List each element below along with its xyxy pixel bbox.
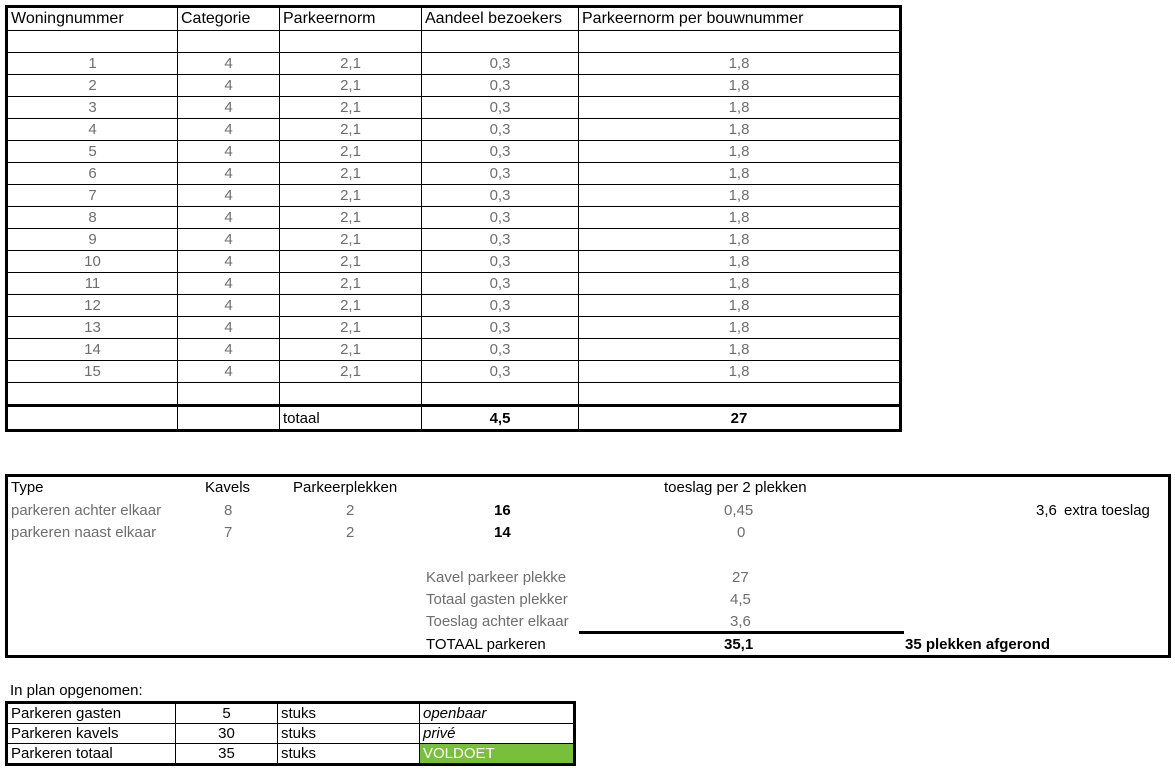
parkeernorm-cell[interactable]: 2,1 — [280, 163, 422, 185]
woningnummer-cell[interactable]: 12 — [7, 295, 178, 317]
empty-cell[interactable] — [422, 383, 579, 406]
table-row — [7, 251, 901, 273]
parkeernorm-per-bouwnummer-cell[interactable]: 1,8 — [579, 185, 901, 207]
table-row — [7, 317, 901, 339]
parkeernorm-cell[interactable]: 2,1 — [280, 361, 422, 383]
aandeel-bezoekers-cell[interactable]: 0,3 — [422, 97, 579, 119]
aandeel-bezoekers-cell[interactable]: 0,3 — [422, 273, 579, 295]
categorie-cell[interactable]: 4 — [178, 163, 280, 185]
aandeel-bezoekers-cell[interactable]: 0,3 — [422, 119, 579, 141]
aandeel-bezoekers-cell[interactable]: 0,3 — [422, 251, 579, 273]
table-row — [7, 141, 901, 163]
categorie-cell[interactable]: 4 — [178, 295, 280, 317]
total-visitors[interactable]: 4,5 — [422, 406, 579, 431]
header-parkeernorm[interactable]: Parkeernorm — [280, 7, 422, 31]
parkeernorm-cell[interactable]: 2,1 — [280, 339, 422, 361]
table-row — [7, 273, 901, 295]
parkeernorm-per-bouwnummer-cell[interactable]: 1,8 — [579, 97, 901, 119]
table-row — [7, 229, 901, 251]
plan-row-label[interactable]: Parkeren gasten — [7, 703, 176, 724]
parkeernorm-cell[interactable]: 2,1 — [280, 75, 422, 97]
aandeel-bezoekers-cell[interactable]: 0,3 — [422, 295, 579, 317]
parkeernorm-cell[interactable]: 2,1 — [280, 141, 422, 163]
total-per-unit[interactable]: 27 — [579, 406, 901, 431]
empty-cell[interactable] — [7, 31, 178, 53]
type-header: Type — [11, 479, 44, 496]
plan-row-value[interactable]: 5 — [176, 703, 278, 724]
parkeernorm-cell[interactable]: 2,1 — [280, 251, 422, 273]
empty-cell[interactable] — [7, 383, 178, 406]
parkeernorm-cell[interactable]: 2,1 — [280, 229, 422, 251]
table-row — [7, 119, 901, 141]
totaal-parkeren-value: 35,1 — [724, 636, 754, 653]
categorie-cell[interactable]: 4 — [178, 185, 280, 207]
categorie-cell[interactable]: 4 — [178, 53, 280, 75]
row2-subtotaal: 14 — [494, 524, 511, 541]
parkeerplekken-header: Parkeerplekken — [293, 479, 398, 496]
aandeel-bezoekers-cell[interactable]: 0,3 — [422, 75, 579, 97]
categorie-cell[interactable]: 4 — [178, 339, 280, 361]
totaal-gasten-value: 4,5 — [730, 591, 751, 608]
empty-cell[interactable] — [280, 31, 422, 53]
parkeernorm-per-bouwnummer-cell[interactable]: 1,8 — [579, 361, 901, 383]
table-row — [7, 744, 575, 765]
parkeernorm-cell[interactable]: 2,1 — [280, 53, 422, 75]
empty-cell[interactable] — [579, 383, 901, 406]
total-row — [7, 406, 901, 431]
woningnummer-cell[interactable]: 5 — [7, 141, 178, 163]
table-row — [7, 185, 901, 207]
woningnummer-cell[interactable]: 3 — [7, 97, 178, 119]
empty-row — [7, 383, 901, 406]
totaal-parkeren-label: TOTAAL parkeren — [426, 636, 546, 653]
aandeel-bezoekers-cell[interactable]: 0,3 — [422, 53, 579, 75]
categorie-cell[interactable]: 4 — [178, 229, 280, 251]
table-row — [7, 75, 901, 97]
row2-toeslag: 0 — [737, 524, 746, 541]
categorie-cell[interactable]: 4 — [178, 273, 280, 295]
plan-caption: In plan opgenomen: — [10, 682, 143, 699]
woningnummer-cell[interactable]: 11 — [7, 273, 178, 295]
woningnummer-cell[interactable]: 10 — [7, 251, 178, 273]
woningnummer-cell[interactable]: 2 — [7, 75, 178, 97]
woningnummer-cell[interactable]: 4 — [7, 119, 178, 141]
categorie-cell[interactable]: 4 — [178, 317, 280, 339]
table-row — [7, 361, 901, 383]
parkeernorm-cell[interactable]: 2,1 — [280, 295, 422, 317]
parkeernorm-per-bouwnummer-cell[interactable]: 1,8 — [579, 75, 901, 97]
toeslag-header: toeslag per 2 plekken — [664, 479, 807, 496]
categorie-cell[interactable]: 4 — [178, 141, 280, 163]
empty-cell[interactable] — [178, 406, 280, 431]
categorie-cell[interactable]: 4 — [178, 361, 280, 383]
totaal-gasten-label: Totaal gasten plekker — [426, 591, 568, 608]
plekken-afgerond: 35 plekken afgerond — [905, 636, 1051, 653]
aandeel-bezoekers-cell[interactable]: 0,3 — [422, 339, 579, 361]
header-categorie[interactable]: Categorie — [178, 7, 280, 31]
woningnummer-cell[interactable]: 13 — [7, 317, 178, 339]
sum-divider — [579, 631, 904, 634]
plan-row-note[interactable]: openbaar — [420, 703, 575, 724]
row1-subtotaal: 16 — [494, 502, 511, 519]
empty-row — [7, 31, 901, 53]
plan-row-unit[interactable]: stuks — [278, 744, 420, 765]
table-row — [7, 163, 901, 185]
categorie-cell[interactable]: 4 — [178, 251, 280, 273]
parkeernorm-per-bouwnummer-cell[interactable]: 1,8 — [579, 273, 901, 295]
woningnummer-cell[interactable]: 1 — [7, 53, 178, 75]
toeslag-achter-elkaar-label: Toeslag achter elkaar — [426, 613, 569, 630]
voldoet-status-cell[interactable]: VOLDOET — [420, 744, 575, 765]
row1-type: parkeren achter elkaar — [11, 502, 162, 519]
woningnummer-cell[interactable]: 6 — [7, 163, 178, 185]
parkeernorm-per-bouwnummer-cell[interactable]: 1,8 — [579, 295, 901, 317]
woningnummer-cell[interactable]: 14 — [7, 339, 178, 361]
plan-row-unit[interactable]: stuks — [278, 703, 420, 724]
aandeel-bezoekers-cell[interactable]: 0,3 — [422, 163, 579, 185]
extra-toeslag-value: 3,6 — [1036, 502, 1057, 519]
parkeernorm-cell[interactable]: 2,1 — [280, 273, 422, 295]
empty-cell[interactable] — [422, 31, 579, 53]
row1-plekken: 2 — [346, 502, 355, 519]
woningnummer-cell[interactable]: 7 — [7, 185, 178, 207]
row2-type: parkeren naast elkaar — [11, 524, 157, 541]
table-row — [7, 295, 901, 317]
table-row — [7, 724, 575, 744]
row2-plekken: 2 — [346, 524, 355, 541]
categorie-cell[interactable]: 4 — [178, 207, 280, 229]
table-row — [7, 703, 575, 724]
row1-kavels: 8 — [224, 502, 233, 519]
header-woningnummer[interactable]: Woningnummer — [7, 7, 178, 31]
plan-row-unit[interactable]: stuks — [278, 724, 420, 744]
table-row — [7, 97, 901, 119]
aandeel-bezoekers-cell[interactable]: 0,3 — [422, 361, 579, 383]
table-row — [7, 53, 901, 75]
parkeernorm-cell[interactable]: 2,1 — [280, 97, 422, 119]
empty-cell[interactable] — [178, 383, 280, 406]
plan-row-note[interactable]: privé — [420, 724, 575, 744]
woningnummer-cell[interactable]: 9 — [7, 229, 178, 251]
aandeel-bezoekers-cell[interactable]: 0,3 — [422, 229, 579, 251]
empty-cell[interactable] — [579, 31, 901, 53]
aandeel-bezoekers-cell[interactable]: 0,3 — [422, 141, 579, 163]
parkeernorm-per-bouwnummer-cell[interactable]: 1,8 — [579, 163, 901, 185]
parkeernorm-per-bouwnummer-cell[interactable]: 1,8 — [579, 207, 901, 229]
kavel-parkeerplekken-value: 27 — [732, 569, 749, 586]
kavels-header: Kavels — [205, 479, 251, 496]
parkeernorm-per-bouwnummer-cell[interactable]: 1,8 — [579, 119, 901, 141]
parkeernorm-cell[interactable]: 2,1 — [280, 207, 422, 229]
empty-cell[interactable] — [7, 406, 178, 431]
parkeernorm-cell[interactable]: 2,1 — [280, 317, 422, 339]
categorie-cell[interactable]: 4 — [178, 97, 280, 119]
aandeel-bezoekers-cell[interactable]: 0,3 — [422, 207, 579, 229]
table-row — [7, 207, 901, 229]
parkeernorm-cell[interactable]: 2,1 — [280, 185, 422, 207]
plan-summary-table — [5, 701, 576, 766]
parkeernorm-per-bouwnummer-cell[interactable]: 1,8 — [579, 229, 901, 251]
row2-kavels: 7 — [224, 524, 233, 541]
extra-toeslag-label: extra toeslag — [1064, 502, 1150, 519]
plan-row-label[interactable]: Parkeren kavels — [7, 724, 176, 744]
header-aandeel-bezoekers[interactable]: Aandeel bezoekers — [422, 7, 579, 31]
parkeernorm-per-bouwnummer-cell[interactable]: 1,8 — [579, 317, 901, 339]
empty-cell[interactable] — [280, 383, 422, 406]
plan-row-label[interactable]: Parkeren totaal — [7, 744, 176, 765]
aandeel-bezoekers-cell[interactable]: 0,3 — [422, 185, 579, 207]
plan-row-value[interactable]: 30 — [176, 724, 278, 744]
parkeernorm-per-bouwnummer-cell[interactable]: 1,8 — [579, 339, 901, 361]
parking-norm-table — [5, 5, 902, 432]
kavel-parkeerplekken-label: Kavel parkeer plekke — [426, 569, 567, 586]
toeslag-achter-elkaar-value: 3,6 — [730, 613, 751, 630]
row1-toeslag: 0,45 — [724, 502, 754, 519]
categorie-cell[interactable]: 4 — [178, 75, 280, 97]
parkeernorm-per-bouwnummer-cell[interactable]: 1,8 — [579, 251, 901, 273]
plan-row-value[interactable]: 35 — [176, 744, 278, 765]
table-header-row — [7, 7, 901, 31]
categorie-cell[interactable]: 4 — [178, 119, 280, 141]
total-label[interactable]: totaal — [280, 406, 422, 431]
parking-calculation-box — [5, 474, 1171, 658]
header-parkeernorm-per-bouwnummer[interactable]: Parkeernorm per bouwnummer — [579, 7, 901, 31]
woningnummer-cell[interactable]: 15 — [7, 361, 178, 383]
empty-cell[interactable] — [178, 31, 280, 53]
parkeernorm-per-bouwnummer-cell[interactable]: 1,8 — [579, 53, 901, 75]
parkeernorm-per-bouwnummer-cell[interactable]: 1,8 — [579, 141, 901, 163]
parkeernorm-cell[interactable]: 2,1 — [280, 119, 422, 141]
aandeel-bezoekers-cell[interactable]: 0,3 — [422, 317, 579, 339]
table-row — [7, 339, 901, 361]
woningnummer-cell[interactable]: 8 — [7, 207, 178, 229]
